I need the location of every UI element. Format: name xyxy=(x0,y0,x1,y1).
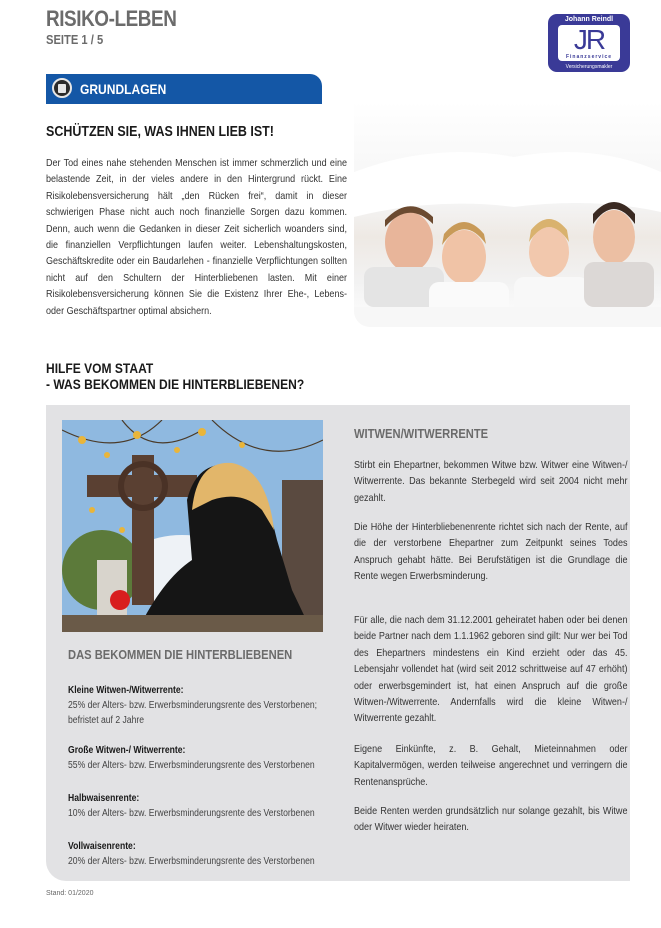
benefit-title: Halbwaisenrente: xyxy=(68,793,140,804)
company-logo xyxy=(548,14,630,72)
logo-name: Johann Reindl xyxy=(564,16,614,23)
benefit-title: Kleine Witwen-/Witwerrente: xyxy=(68,685,184,696)
benefit-item-grosse-witwenrente xyxy=(68,743,335,773)
logo-tagline: Versicherungsmakler xyxy=(565,64,613,70)
help-heading-line1: HILFE VOM STAAT xyxy=(46,360,154,376)
section-bar-grundlagen xyxy=(46,74,322,104)
section-bar-label: GRUNDLAGEN xyxy=(80,81,167,97)
witwen-paragraph: Die Höhe der Hinterbliebenenrente richtet sich nach der Rente, auf die der verstorbene Ehepartner zum Zeitpunkt seines Todes Anspruch gehabt hätte. Bei Berufstätigen ist die Grundlage die Rente wegen Erwerbsminderung. xyxy=(354,521,628,583)
witwen-paragraph: Eigene Einkünfte, z. B. Gehalt, Mieteinnahmen oder Kapitalvermögen, werden teilweise angerechnet und verringern die Rentenansprüche. xyxy=(354,743,628,788)
document-title: RISIKO-LEBEN xyxy=(46,6,177,31)
help-heading xyxy=(46,360,304,392)
witwen-paragraph: Stirbt ein Ehepartner, bekommen Witwe bzw. Witwer eine Witwen-/ Witwerrente. Das bekannte Sterbegeld wird seit 2004 nicht mehr gezahlt. xyxy=(354,459,628,504)
benefit-item-vollwaisenrente xyxy=(68,839,335,869)
benefit-description: 20% der Alters- bzw. Erwerbsminderungsrente des Verstorbenen xyxy=(68,856,315,867)
family-under-blanket-photo xyxy=(354,102,661,327)
benefit-title: Große Witwen-/ Witwerrente: xyxy=(68,745,186,756)
family-photo-illustration xyxy=(354,102,661,327)
logo-subtitle: Finanzservice xyxy=(565,54,613,60)
benefits-heading: DAS BEKOMMEN DIE HINTERBLIEBENEN xyxy=(68,647,293,662)
page-indicator: SEITE 1 / 5 xyxy=(46,32,104,47)
benefit-item-kleine-witwenrente xyxy=(68,683,335,728)
cemetery-photo-illustration xyxy=(62,420,323,632)
witwen-heading: WITWEN/WITWERRENTE xyxy=(354,426,489,441)
witwen-paragraph: Für alle, die nach dem 31.12.2001 geheiratet haben oder bei denen beide Partner nach dem 1.1.1962 geboren sind gilt: Nur wer bei Tod des Ehepartners mindestens ein Kind erzieht oder das 45. Lebensjahr vollendet hat (wird seit 2012 schrittweise auf 47 erhöht) oder erwerbsgemindert ist, hat einen Anspruch auf die große Witwen-/Witwerrente. Andernfalls wird die kleine Witwen-/ Witwerrente gezahlt. xyxy=(354,614,628,725)
benefit-item-halbwaisenrente xyxy=(68,791,335,821)
woman-at-grave-photo xyxy=(62,420,323,632)
witwen-paragraph: Beide Renten werden grundsätzlich nur solange gezahlt, bis Witwe oder Witwer wieder heiraten. xyxy=(354,805,628,834)
logo-inner xyxy=(558,25,620,61)
logo-monogram: JR xyxy=(573,24,605,55)
footer-date-stamp: Stand: 01/2020 xyxy=(46,890,94,897)
book-icon xyxy=(52,78,72,98)
benefit-description: 25% der Alters- bzw. Erwerbsminderungsrente des Verstorbenen; befristet auf 2 Jahre xyxy=(68,700,318,726)
intro-heading: SCHÜTZEN SIE, WAS IHNEN LIEB IST! xyxy=(46,124,274,140)
help-heading-line2: - WAS BEKOMMEN DIE HINTERBLIEBENEN? xyxy=(46,376,305,392)
benefit-description: 10% der Alters- bzw. Erwerbsminderungsrente des Verstorbenen xyxy=(68,808,315,819)
benefit-title: Vollwaisenrente: xyxy=(68,841,136,852)
benefit-description: 55% der Alters- bzw. Erwerbsminderungsrente des Verstorbenen xyxy=(68,760,315,771)
intro-text: Der Tod eines nahe stehenden Menschen ist immer schmerzlich und eine belastende Zeit, in der vieles andere in den Hintergrund rückt. Eine Risikolebensversicherung hält „den Rücken frei“, damit in dieser schwierigen Phase nicht auch noch finanzielle Sorgen dazu kommen. Denn, auch wenn die Gedanken in dieser Zeit sicherlich woanders sind, die finanziellen Verpflichtungen laufen weiter. Lebenshaltungskosten, Geschäftskredite oder ein Baudarlehen - finanzielle Verpflichtungen sollten nicht auf den Schultern der Hinterbliebenen lasten. Mit einer Risikolebensversicherung können Sie die Existenz Ihrer Ehe-, Lebens- oder Geschäftspartner optimal absichern. xyxy=(46,157,347,317)
